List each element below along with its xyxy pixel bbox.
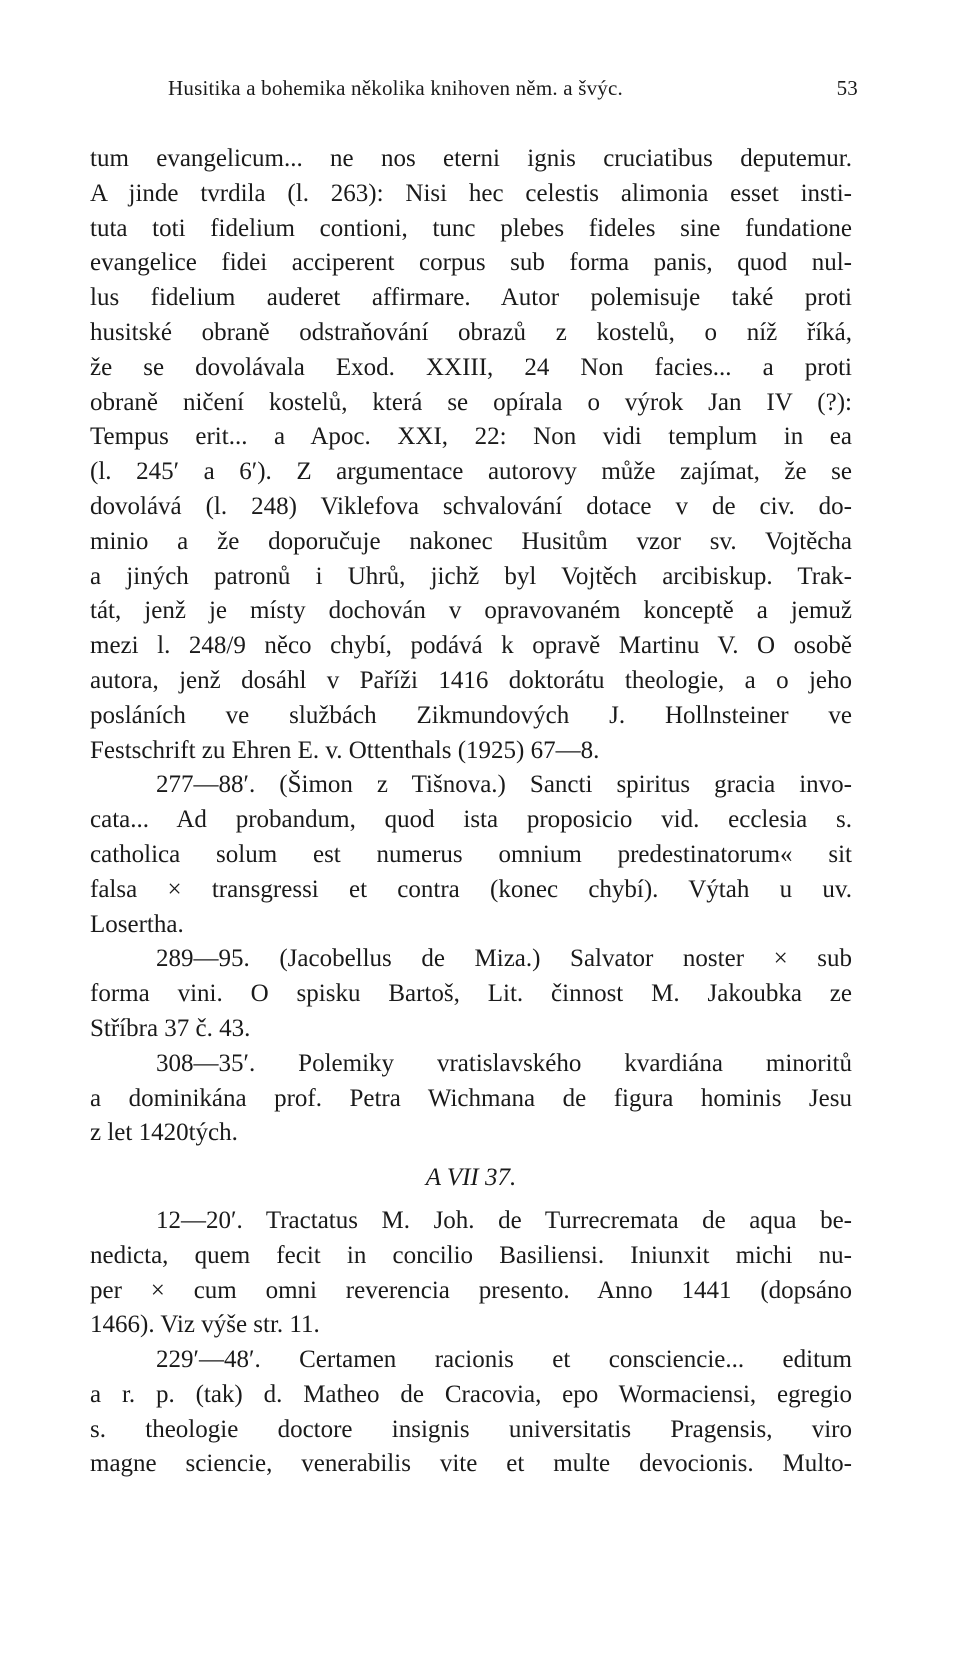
- text-line: (l. 245′ a 6′). Z argumentace autorovy může zajímat, že se: [90, 458, 852, 486]
- running-title: Husitika a bohemika několika knihoven něm. a švýc.: [168, 76, 623, 100]
- text-line: husitské obraně odstraňování obrazů z kostelů, o níž říká,: [90, 318, 852, 346]
- text-line: lus fidelium auderet affirmare. Autor polemisuje také proti: [90, 284, 852, 312]
- text-line: Stříbra 37 č. 43.: [90, 1014, 251, 1042]
- text-line: Festschrift zu Ehren E. v. Ottenthals (1925) 67—8.: [90, 736, 600, 764]
- text-line: mezi l. 248/9 něco chybí, podává k opravě Martinu V. O osobě: [90, 632, 852, 660]
- text-line: magne sciencie, venerabilis vite et multe devocionis. Multo-: [90, 1450, 852, 1478]
- text-line: obraně ničení kostelů, která se opírala o výrok Jan IV (?):: [90, 388, 852, 416]
- text-line: per × cum omni reverencia presento. Anno 1441 (dopsáno: [90, 1276, 852, 1304]
- section-heading: A VII 37.: [425, 1164, 517, 1192]
- text-line: s. theologie doctore insignis universitatis Pragensis, viro: [90, 1415, 852, 1443]
- text-line: Losertha.: [90, 910, 184, 938]
- text-line: catholica solum est numerus omnium predestinatorum« sit: [90, 840, 852, 868]
- running-header: [168, 76, 858, 101]
- text-line: minio a že doporučuje nakonec Husitům vzor sv. Vojtěcha: [90, 527, 852, 555]
- text-line: 289—95. (Jacobellus de Miza.) Salvator noster × sub: [156, 945, 852, 973]
- text-line: dovolává (l. 248) Viklefova schvalování dotace v de civ. do-: [90, 492, 852, 520]
- text-line: 229′—48′. Certamen racionis et consciencie... editum: [156, 1346, 852, 1374]
- text-line: že se dovolávala Exod. XXIII, 24 Non facies... a proti: [90, 353, 852, 381]
- text-line: a dominikána prof. Petra Wichmana de figura hominis Jesu: [90, 1084, 852, 1112]
- text-line: cata... Ad probandum, quod ista proposicio vid. ecclesia s.: [90, 806, 852, 834]
- text-line: tát, jenž je místy dochován v opravovaném konceptě a jemuž: [90, 597, 852, 625]
- document-page: [90, 0, 858, 1659]
- text-line: falsa × transgressi et contra (konec chybí). Výtah u uv.: [90, 875, 852, 903]
- text-line: evangelice fidei acciperent corpus sub forma panis, quod nul-: [90, 249, 852, 277]
- text-line: 1466). Viz výše str. 11.: [90, 1311, 320, 1339]
- text-line: autora, jenž dosáhl v Paříži 1416 doktorátu theologie, a o jeho: [90, 666, 852, 694]
- page-number: 53: [836, 76, 858, 100]
- text-line: 308—35′. Polemiky vratislavského kvardiána minoritů: [156, 1049, 852, 1077]
- text-line: a jiných patronů i Uhrů, jichž byl Vojtěch arcibiskup. Trak-: [90, 562, 852, 590]
- text-line: posláních ve službách Zikmundových J. Hollnsteiner ve: [90, 701, 852, 729]
- text-line: 277—88′. (Šimon z Tišnova.) Sancti spiritus gracia invo-: [156, 771, 852, 799]
- text-line: A jinde tvrdila (l. 263): Nisi hec celestis alimonia esset insti-: [90, 179, 852, 207]
- text-line: forma vini. O spisku Bartoš, Lit. činnost M. Jakoubka ze: [90, 980, 852, 1008]
- text-line: z let 1420tých.: [90, 1119, 238, 1147]
- text-line: tuta toti fidelium contioni, tunc plebes fideles sine fundatione: [90, 214, 852, 242]
- text-line: Tempus erit... a Apoc. XXI, 22: Non vidi templum in ea: [90, 423, 852, 451]
- text-line: nedicta, quem fecit in concilio Basiliensi. Iniunxit michi nu-: [90, 1241, 852, 1269]
- text-line: a r. p. (tak) d. Matheo de Cracovia, epo Wormaciensi, egregio: [90, 1380, 852, 1408]
- page-body: [90, 142, 852, 1482]
- text-line: tum evangelicum... ne nos eterni ignis cruciatibus deputemur.: [90, 145, 852, 172]
- text-line: 12—20′. Tractatus M. Joh. de Turrecremata de aqua be-: [156, 1206, 852, 1234]
